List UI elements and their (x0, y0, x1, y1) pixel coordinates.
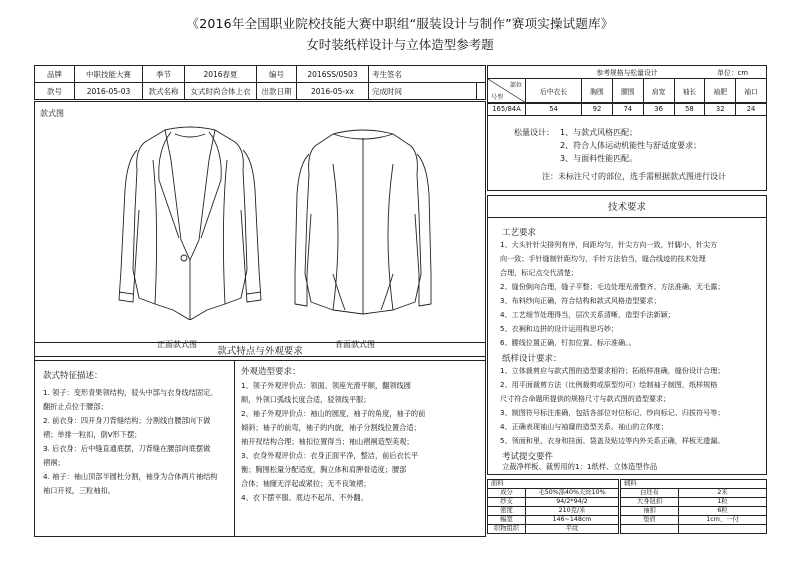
fabric-value: 平纹 (526, 525, 619, 534)
style-no-label: 款号 (35, 83, 75, 100)
accessory-key: 白坯布 (621, 489, 679, 498)
size-col-header: 胸围 (582, 79, 613, 103)
button-icon (181, 255, 187, 261)
features-divider (234, 361, 235, 536)
pattern-item: 1、立体裁剪应与款式图的造型要求相符；拓纸样准确，缝份设计合理； (500, 366, 725, 375)
fabric-key: 幅宽 (488, 516, 526, 525)
desc-list (43, 386, 233, 498)
appear-item: 4、衣下摆平服、底边不起吊，不外翻。 (241, 493, 368, 502)
size-value: 32 (705, 103, 736, 116)
size-value: 74 (612, 103, 643, 116)
desc-item: 褶裥； (43, 458, 65, 467)
desc-item: 3. 后衣身：后中缝直通底摆，刀背缝在腰部向底摆做 (43, 444, 211, 453)
fit-note: 注：未标注尺寸的部位，选手需根据款式图进行设计 (542, 172, 726, 181)
pattern-item: 5、领面和里、衣身和挂面、袋盖及贴边等内外关系正确，样板无遗漏。 (500, 436, 725, 445)
fit-label: 松量设计： (514, 128, 554, 137)
accessory-key: 袖扣 (621, 507, 679, 516)
accessory-value: 2米 (679, 489, 767, 498)
fabric-key: 密度 (488, 507, 526, 516)
size-value: 54 (526, 103, 582, 116)
accessory-key: 垫肩 (621, 516, 679, 525)
craft-item: 2、缝份倒向合理，缝子平整；毛边处理光滑整齐、方法准确、无毛露； (500, 282, 725, 291)
code-value: 2016SS/0503 (297, 66, 369, 83)
fabric-value: 毛50%涤40%天丝10% (526, 489, 619, 498)
craft-item: 合理，标记点交代清楚； (500, 268, 579, 277)
season-value: 2016春夏 (185, 66, 257, 83)
pattern-item: 2、用平面裁剪方法（比例裁剪或原型均可）绘制袖子制图，纸样规格 (500, 380, 718, 389)
fabric-value: 94/2*94/2 (526, 498, 619, 507)
size-unit: 单位：cm (717, 69, 748, 77)
appear-item: 3、衣身外观评价点：衣身正面平净，整洁，前后衣长平 (241, 451, 419, 460)
size-col-header: 后中衣长 (526, 79, 582, 103)
style-drawing-panel (34, 101, 486, 357)
accessory-value: 1cm、一付 (679, 516, 767, 525)
appear-item: 倾斜；袖子的前弯，袖子的内旋，袖子分割线位置合适； (241, 423, 421, 432)
size-col-header: 肩宽 (643, 79, 674, 103)
desc-item: 1. 领子：变形青果领结构，驳头中部与衣身线结固定、 (43, 388, 218, 397)
pattern-item: 4、正确表现袖山与袖窿的造型关系、袖山的立体度； (500, 422, 668, 431)
desc-title: 款式特征描述： (43, 371, 103, 381)
fabric-title: 面料 (488, 480, 619, 489)
size-table-title: 参考规格与松量设计 (596, 69, 658, 77)
size-col-header: 袖口 (736, 79, 767, 103)
features-panel (34, 342, 486, 537)
info-table (34, 65, 486, 100)
craft-item: 6、腰线位置正确，钉扣位置、标示准确。。 (500, 338, 636, 347)
craft-title: 工艺要求 (502, 228, 537, 238)
features-heading: 款式特点与外观要求 (217, 346, 303, 357)
size-corner-cell (488, 79, 526, 103)
fabric-key: 织物组织 (488, 525, 526, 534)
appear-item: 衡；胸围松量分配适度，胸立体和肩胛骨适度；腰部 (241, 465, 407, 474)
accessory-value: 6粒 (679, 507, 767, 516)
size-table-header (488, 66, 767, 79)
fabric-table (487, 479, 619, 534)
fit-item: 1、与款式风格匹配； (560, 128, 638, 137)
jacket-back-illustration (293, 124, 433, 324)
craft-item: 向一致；手针缝制针距均匀，手针方法恰当，缝合线迹的技术处理 (500, 254, 706, 263)
desc-item: 翻折止点位于腰部； (43, 402, 108, 411)
craft-list (500, 238, 765, 350)
appear-title: 外观造型要求： (241, 367, 301, 377)
accessory-value: 1粒 (679, 498, 767, 507)
fit-design-panel (487, 103, 767, 191)
pattern-list (500, 364, 765, 448)
fabric-value: 210克/米 (526, 507, 619, 516)
accessory-key (621, 525, 679, 534)
craft-item: 4、工艺细节处理得当，层次关系清晰，造型手法新颖； (500, 310, 675, 319)
desc-item: 4. 袖子：袖山顶部半圆杜分割，袖身为合体两片袖结构 (43, 472, 218, 481)
desc-item: 2. 前衣身：四开身刀背缝结构；分割线自腰部向下做 (43, 416, 211, 425)
fit-item: 3、与面料性能匹配。 (560, 154, 638, 163)
size-col-header: 袖长 (674, 79, 705, 103)
tech-requirements-panel (487, 195, 767, 475)
appear-item: 1、领子外观评价点：领面、领座光滑平顺，翻领线圆 (241, 381, 411, 390)
pattern-item: 3、制图符号标注准确，包括各部位对位标记、纱向标记、归拔符号等； (500, 408, 725, 417)
issue-date-label: 出款日期 (257, 83, 297, 100)
pattern-title: 纸样设计要求： (502, 354, 562, 364)
page-title: 《2016年全国职业院校技能大赛中职组“服装设计与制作”赛项实操试题库》 (186, 16, 614, 31)
fabric-key: 成分 (488, 489, 526, 498)
candidate-signature-label: 考生签名 (369, 66, 486, 83)
size-value: 36 (643, 103, 674, 116)
accessories-table (620, 479, 767, 534)
jacket-front-illustration (115, 120, 265, 320)
craft-item: 3、布料纱向正确，符合结构和款式风格造型要求； (500, 296, 661, 305)
brand-value: 中职技能大赛 (75, 66, 143, 83)
size-col-header: 腰围 (612, 79, 643, 103)
desc-item: 褶；单排一粒扣，倒V形下摆； (43, 430, 142, 439)
size-value: 92 (582, 103, 613, 116)
tech-heading-bar (488, 200, 766, 218)
craft-item: 5、衣裥和边拼的设计运用构思巧妙； (500, 324, 619, 333)
accessory-value (679, 525, 767, 534)
tech-heading: 技术要求 (607, 202, 646, 213)
style-drawing-heading: 款式图 (40, 109, 64, 118)
submit-title: 考试提交要件 (502, 452, 554, 462)
style-name-label: 款式名称 (143, 83, 185, 100)
fit-item: 2、符合人体运动机能性与舒适度要求； (560, 141, 702, 150)
appear-item: 合体；袖窿无浮起或紧拉；无不良皱褶； (241, 479, 371, 488)
size-value: 58 (674, 103, 705, 116)
appear-item: 顺，外领口弧线长度合适，驳领线平服； (241, 395, 371, 404)
code-label: 编号 (257, 66, 297, 83)
page-subtitle: 女时装纸样设计与立体造型参考题 (306, 37, 494, 52)
season-label: 季节 (143, 66, 185, 83)
finish-date-value (476, 83, 485, 100)
size-value: 24 (736, 103, 767, 116)
submit-text: 立裁净样板、裁剪用的1：1纸样、立体造型作品 (502, 462, 658, 471)
fabric-value: 146~148cm (526, 516, 619, 525)
appear-list (241, 379, 485, 505)
appear-item: 袖开衩结构合理；袖扣位置得当；袖山褶裥造型美观； (241, 437, 414, 446)
style-no-value: 2016-05-03 (75, 83, 143, 100)
size-row-label: 165/84A (488, 103, 526, 116)
features-heading-bar (35, 343, 485, 361)
style-name-value: 女式时尚合体上衣 (185, 83, 257, 100)
pattern-item: 尺寸符合命题所提供的规格尺寸与款式图的造型要求； (500, 394, 671, 403)
desc-item: 袖口开衩，三粒袖扣。 (43, 486, 115, 495)
craft-item: 1、大头针针尖排列有序，间距均匀，针尖方向一致，针脚小，针尖方 (500, 240, 718, 249)
finish-date-label: 完成时间 (369, 83, 477, 100)
accessories-title: 辅料 (621, 480, 767, 489)
issue-date-value: 2016-05-xx (297, 83, 369, 100)
size-corner-bottom: 号型 (491, 94, 504, 101)
size-col-header: 袖肥 (705, 79, 736, 103)
brand-label: 品牌 (35, 66, 75, 83)
back-caption: 背面款式图 (335, 340, 375, 349)
fabric-key: 纱支 (488, 498, 526, 507)
appear-item: 2、袖子外观评价点：袖山的圆度，袖子的角度，袖子的前 (241, 409, 426, 418)
accessory-key: 大身钮扣 (621, 498, 679, 507)
size-corner-top: 部位 (509, 82, 522, 89)
front-caption: 正面款式图 (157, 340, 197, 349)
